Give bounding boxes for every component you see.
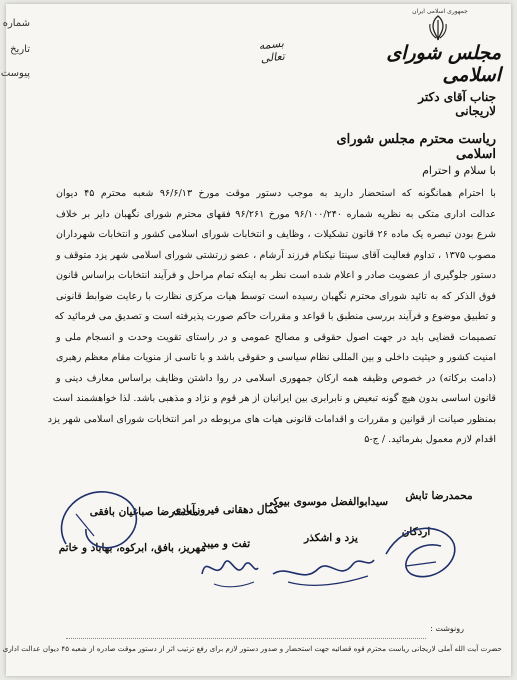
attachment-label: پیوست bbox=[0, 68, 30, 79]
signatory-name: سیدابوالفضل موسوی بیوکی bbox=[264, 496, 388, 508]
bismillah: بسمه تعالی bbox=[258, 36, 286, 66]
date-label: تاریخ bbox=[10, 44, 30, 55]
signature-mousavi bbox=[268, 534, 378, 594]
body-line: فوق الذکر که به تائید شورای محترم نگهبان رسیده است توسط هیات مرکزی نظارت با رعایت ضوابط قانونی bbox=[56, 290, 496, 302]
signatory-constituency: یزد و اشکذر bbox=[304, 532, 358, 544]
signature-tabesh bbox=[376, 504, 466, 594]
signatory-constituency: تفت و میبد bbox=[201, 538, 251, 550]
body-line: قانون اساسی بدون هیچ گونه تبعیض و نابرابری بین ایرانیان از هر قوم و نژاد و مذهبی باشد. لذا خواهشمند است bbox=[52, 393, 496, 404]
body-line: اقدام لازم معمول بفرمائید. / ج-۵ bbox=[364, 434, 496, 445]
body-line: شرع بودن تبصره یک ماده ۲۶ قانون تشکیلات ، وظایف و انتخابات شورای اسلامی کشور و انتخابات شهرداران bbox=[56, 229, 496, 240]
signatory-name: کمال دهقانی فیروزآبادی bbox=[173, 504, 279, 516]
number-label: شماره bbox=[2, 18, 30, 29]
cc-label: رونوشت : bbox=[430, 624, 464, 633]
body-line: مصوب ۱۳۷۵ ، تداوم فعالیت آقای سپنتا نیکنام فرزند آرشام ، عضو زرتشتی شورای اسلامی شهر یزد متوقف و bbox=[56, 249, 497, 261]
letter-page bbox=[0, 4, 511, 676]
signatory-constituency: مهریز، بافق، ابرکوه، بهاباد و خاتم bbox=[58, 542, 206, 554]
signatory-constituency: اردکان bbox=[401, 526, 431, 538]
body-line: با احترام همانگونه که استحضار دارید به موجب دستور موقت مورخ ۹۶/۶/۱۳ شعبه محترم ۴۵ دیوان bbox=[56, 188, 496, 199]
organization-name: مجلس شورای اسلامی bbox=[386, 42, 501, 86]
letter-body bbox=[47, 184, 497, 451]
body-line: (دامت برکاته) در خصوص وظیفه همه ارکان جمهوری اسلامی در روا داشتن وظایف براساس معارف دینی و bbox=[56, 372, 496, 384]
republic-caption: جمهوری اسلامی ایران bbox=[412, 8, 468, 15]
signatory-name: محمدرضا تابش bbox=[405, 490, 473, 502]
body-line: امنیت کشور و حیثیت داخلی و بین المللی نظام سیاسی و حقوقی باشد و با تاسی از منویات مقام معظم رهبری bbox=[56, 352, 496, 363]
cc-text: حضرت آیت الله آملی لاریجانی ریاست محترم قوه قضائیه جهت استحضار و صدور دستور لازم برای رفع ترتیب اثر از دستور موقت صادره از شعبه ۴۵ دیوان عدالت اداری bbox=[2, 644, 502, 653]
signatory-name: محمدرضا صباغیان بافقی bbox=[89, 506, 199, 518]
body-line: عدالت اداری متکی به نظریه شماره ۹۶/۱۰۰/۲۴۰ مورخ ۹۶/۲۶۱ فقهای محترم شورای نگهبان دایر بر خلاف bbox=[56, 208, 496, 220]
recipient-name: جناب آقای دکتر لاریجانی bbox=[418, 90, 496, 118]
body-line: بمنظور صیانت از قوانین و مقررات و اقدامات قانونی هیات های مربوطه در امر انتخابات شورای اسلامی شهر یزد bbox=[47, 413, 496, 425]
emblem-icon bbox=[425, 14, 451, 42]
addressee-title: ریاست محترم مجلس شورای اسلامی bbox=[336, 132, 496, 162]
body-line: دستور جلوگیری از عضویت صادر و اعلام شده است نظر به اینکه تمام مراحل و فرآیند انتخابات براساس قانون bbox=[56, 270, 496, 281]
signature-sabbaghian bbox=[46, 474, 156, 564]
body-line: تصمیمات قضایی باید در جهت اصول حقوقی و مصالح عمومی و در راستای تقویت وحدت و انسجام ملی و bbox=[56, 331, 496, 343]
body-line: و تطبیق موضوع و فرآیند بررسی منطبق با قواعد و مقررات حاکم صورت پذیرفته است و تصدیق می فرمائید که bbox=[54, 311, 496, 322]
greeting: با سلام و احترام bbox=[422, 164, 496, 177]
